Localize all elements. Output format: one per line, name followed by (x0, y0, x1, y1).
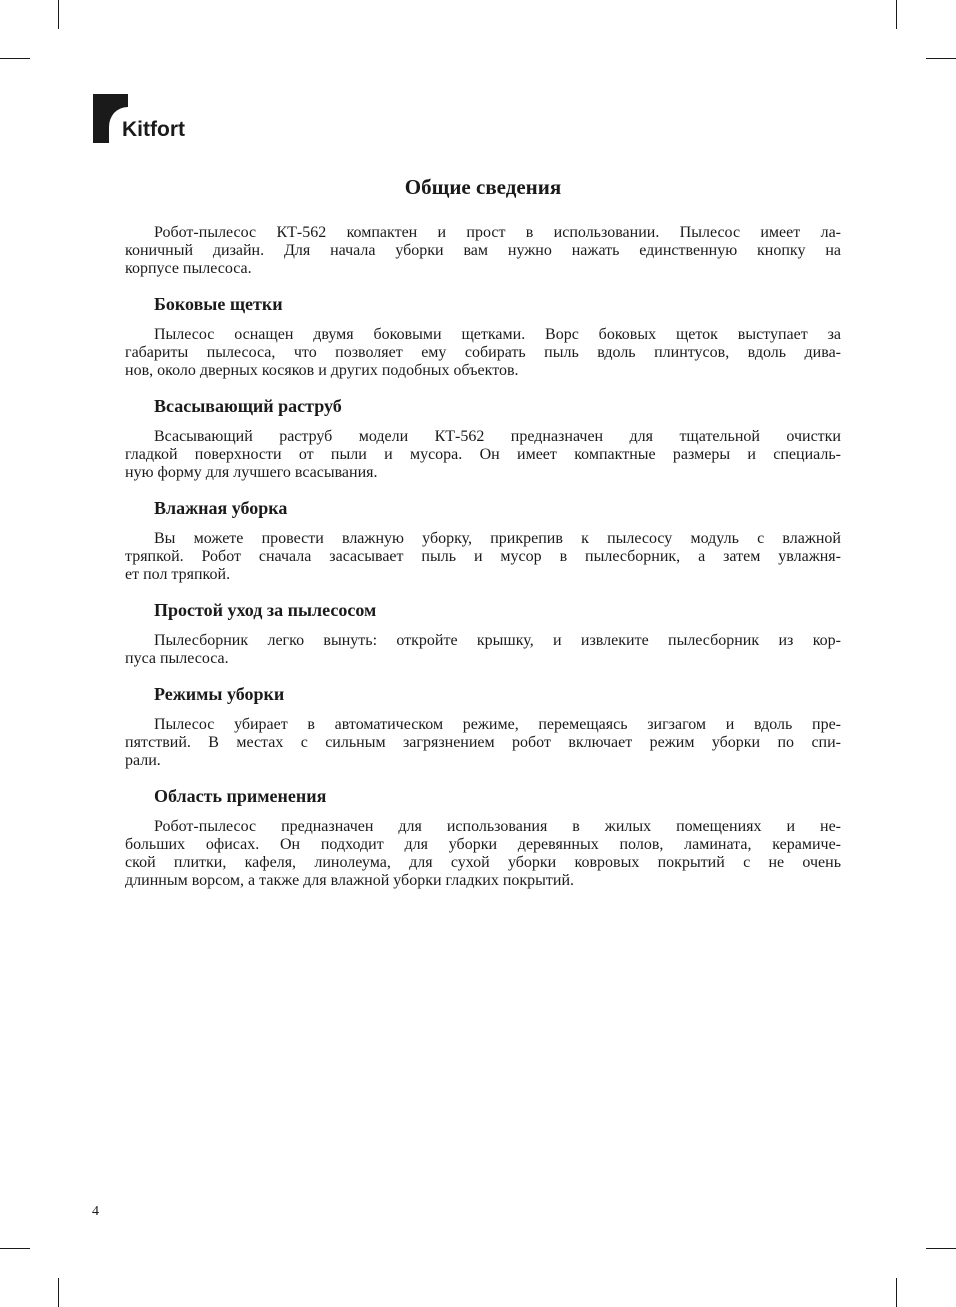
text-line: коничный дизайн. Для начала уборки вам нужно нажать единственную кнопку на (125, 242, 841, 259)
crop-mark-top-right-vertical (896, 0, 897, 29)
page-number: 4 (92, 1204, 99, 1219)
brand-name: Kitfort (122, 118, 185, 141)
crop-mark-top-left-horizontal (0, 58, 30, 59)
crop-mark-bottom-right-vertical (896, 1278, 897, 1307)
text-line: корпусе пылесоса. (125, 260, 252, 277)
section-wet-cleaning (125, 496, 841, 584)
crop-mark-bottom-left-horizontal (0, 1248, 30, 1249)
text-line: ской плитки, кафеля, линолеума, для сухой уборки ковровых покрытий с не очень (125, 854, 841, 871)
text-line: тряпкой. Робот сначала засасывает пыль и мусор в пылесборник, а затем увлажня- (125, 548, 841, 565)
crop-mark-top-left-vertical (58, 0, 59, 29)
page-title: Общие сведения (404, 175, 562, 199)
section-side-brushes (125, 292, 841, 380)
section-heading: Область применения (154, 786, 327, 806)
text-line: рали. (125, 752, 161, 769)
text-line: гладкой поверхности от пыли и мусора. Он имеет компактные размеры и специаль- (125, 446, 841, 463)
section-cleaning-modes (125, 682, 841, 770)
section-heading: Всасывающий раструб (154, 396, 342, 416)
text-line: ную форму для лучшего всасывания. (125, 464, 378, 481)
section-heading: Простой уход за пылесосом (154, 600, 377, 620)
text-line: габариты пылесоса, что позволяет ему собирать пыль вдоль плинтусов, вдоль дива- (125, 344, 841, 361)
section-easy-care (125, 598, 841, 668)
section-heading: Боковые щетки (154, 294, 283, 314)
text-line: больших офисах. Он подходит для уборки деревянных полов, ламината, керамиче- (125, 836, 841, 853)
section-suction-nozzle (125, 394, 841, 482)
text-line: Робот-пылесос КТ-562 компактен и прост в использовании. Пылесос имеет ла- (154, 224, 841, 241)
crop-mark-top-right-horizontal (926, 58, 956, 59)
text-line: Пылесос оснащен двумя боковыми щетками. Ворс боковых щеток выступает за (154, 326, 841, 343)
section-heading: Режимы уборки (154, 684, 285, 704)
crop-mark-bottom-left-vertical (58, 1278, 59, 1307)
text-line: Пылесборник легко вынуть: откройте крышку, и извлеките пылесборник из кор- (154, 632, 841, 649)
text-line: Пылесос убирает в автоматическом режиме, перемещаясь зигзагом и вдоль пре- (154, 716, 841, 733)
document-body (125, 172, 841, 890)
text-line: Всасывающий раструб модели КТ-562 предназначен для тщательной очистки (154, 428, 841, 445)
text-line: ет пол тряпкой. (125, 566, 231, 583)
crop-mark-bottom-right-horizontal (926, 1248, 956, 1249)
section-application-area (125, 784, 841, 890)
text-line: длинным ворсом, а также для влажной уборки гладких покрытий. (125, 872, 575, 889)
brand-logo (92, 93, 202, 145)
text-line: нов, около дверных косяков и других подобных объектов. (125, 362, 519, 379)
text-line: Робот-пылесос предназначен для использования в жилых помещениях и не- (154, 818, 841, 835)
text-line: пятствий. В местах с сильным загрязнением робот включает режим уборки по спи- (125, 734, 841, 751)
text-line: Вы можете провести влажную уборку, прикрепив к пылесосу модуль с влажной (154, 530, 841, 547)
section-heading: Влажная уборка (154, 498, 288, 518)
intro-paragraph (125, 224, 841, 278)
text-line: пуса пылесоса. (125, 650, 229, 667)
